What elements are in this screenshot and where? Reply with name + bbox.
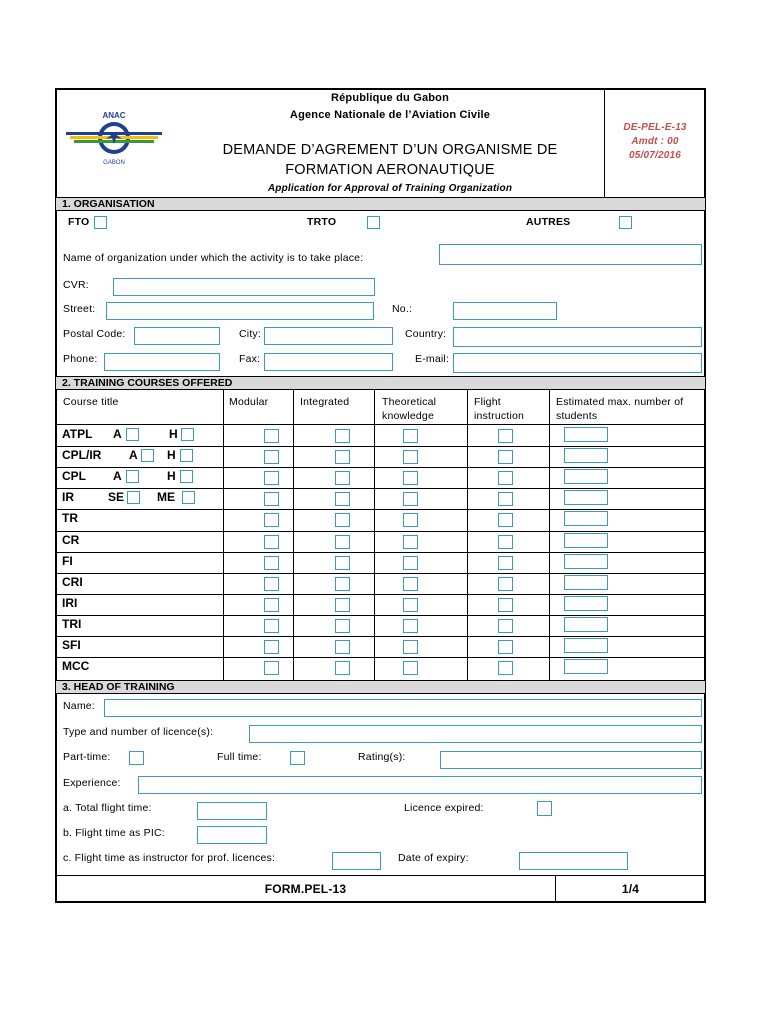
- course-title: IR: [62, 490, 74, 505]
- row-divider: [56, 467, 705, 468]
- course-title: CR: [62, 532, 80, 547]
- autres-label: AUTRES: [526, 216, 571, 228]
- integrated-checkbox[interactable]: [335, 492, 350, 506]
- amendment: Amdt : 00: [631, 136, 679, 147]
- row-divider: [56, 446, 705, 447]
- students-input[interactable]: [564, 659, 608, 674]
- page-title: DEMANDE D’AGREMENT D’UN ORGANISME DE: [222, 142, 558, 158]
- col-estimated-2: students: [556, 410, 598, 422]
- experience-label: Experience:: [63, 777, 121, 789]
- theoretical-checkbox[interactable]: [403, 471, 418, 485]
- cpl-h-checkbox[interactable]: [180, 470, 193, 483]
- students-input[interactable]: [564, 533, 608, 548]
- atpl-h-label: H: [169, 427, 178, 441]
- integrated-checkbox[interactable]: [335, 450, 350, 464]
- agency-label: Agence Nationale de l’Aviation Civile: [289, 109, 491, 121]
- atpl-a-label: A: [113, 427, 122, 441]
- page-title-line2: FORMATION AERONAUTIQUE: [285, 162, 495, 178]
- course-title: TR: [62, 511, 78, 526]
- atpl-a-checkbox[interactable]: [126, 428, 139, 441]
- licence-expired-label: Licence expired:: [404, 802, 484, 814]
- footer-divider: [56, 875, 705, 876]
- org-name-label: Name of organization under which the activity is to take place:: [63, 252, 364, 264]
- autres-checkbox[interactable]: [619, 216, 632, 229]
- integrated-checkbox[interactable]: [335, 661, 350, 675]
- rating-label: Rating(s):: [358, 751, 406, 763]
- students-input[interactable]: [564, 575, 608, 590]
- flight-instructor-input[interactable]: [332, 852, 381, 870]
- students-input[interactable]: [564, 448, 608, 463]
- theoretical-checkbox[interactable]: [403, 640, 418, 654]
- course-title: TRI: [62, 616, 82, 631]
- integrated-checkbox[interactable]: [335, 429, 350, 443]
- students-input[interactable]: [564, 427, 608, 442]
- cpl-a-label: A: [113, 469, 122, 483]
- street-label: Street:: [63, 303, 96, 315]
- name-label: Name:: [63, 700, 95, 712]
- row-divider: [56, 573, 705, 574]
- fax-input[interactable]: [264, 353, 393, 371]
- part-time-label: Part-time:: [63, 751, 111, 763]
- theoretical-checkbox[interactable]: [403, 429, 418, 443]
- fto-label: FTO: [68, 216, 90, 228]
- course-title: MCC: [62, 659, 90, 674]
- fax-label: Fax:: [239, 353, 261, 365]
- modular-checkbox[interactable]: [264, 619, 279, 633]
- modular-checkbox[interactable]: [264, 598, 279, 612]
- total-flight-label: a. Total flight time:: [63, 802, 152, 814]
- logo-text-top: ANAC: [102, 111, 126, 120]
- students-input[interactable]: [564, 490, 608, 505]
- theoretical-checkbox[interactable]: [403, 450, 418, 464]
- ir-se-checkbox[interactable]: [127, 491, 140, 504]
- section-organisation-title: 1. ORGANISATION: [56, 197, 705, 211]
- theoretical-checkbox[interactable]: [403, 598, 418, 612]
- cplir-a-checkbox[interactable]: [141, 449, 154, 462]
- col-flight: Flight: [474, 396, 501, 408]
- cplir-h-label: H: [167, 448, 176, 462]
- no-input[interactable]: [453, 302, 557, 320]
- country-input[interactable]: [453, 327, 702, 347]
- total-flight-input[interactable]: [197, 802, 267, 820]
- integrated-checkbox[interactable]: [335, 471, 350, 485]
- integrated-checkbox[interactable]: [335, 535, 350, 549]
- republic-label: République du Gabon: [330, 92, 450, 104]
- flight-checkbox[interactable]: [498, 492, 513, 506]
- col-estimated: Estimated max. number of: [556, 396, 684, 408]
- students-input[interactable]: [564, 469, 608, 484]
- cvr-input[interactable]: [113, 278, 375, 296]
- modular-checkbox[interactable]: [264, 556, 279, 570]
- flight-checkbox[interactable]: [498, 598, 513, 612]
- flight-checkbox[interactable]: [498, 640, 513, 654]
- phone-label: Phone:: [63, 353, 98, 365]
- licences-input[interactable]: [249, 725, 702, 743]
- rating-input[interactable]: [440, 751, 702, 769]
- course-title: SFI: [62, 638, 81, 652]
- modular-checkbox[interactable]: [264, 471, 279, 485]
- students-input[interactable]: [564, 511, 608, 526]
- modular-checkbox[interactable]: [264, 640, 279, 654]
- issue-date: 05/07/2016: [628, 150, 682, 161]
- ref-code: DE-PEL-E-13: [623, 122, 687, 133]
- theoretical-checkbox[interactable]: [403, 661, 418, 675]
- date-expiry-input[interactable]: [519, 852, 628, 870]
- students-input[interactable]: [564, 554, 608, 569]
- row-divider: [56, 636, 705, 637]
- flight-checkbox[interactable]: [498, 450, 513, 464]
- street-input[interactable]: [106, 302, 374, 320]
- full-time-label: Full time:: [217, 751, 262, 763]
- course-title: FI: [62, 553, 73, 568]
- experience-input[interactable]: [138, 776, 702, 794]
- anac-logo: [64, 106, 164, 168]
- course-title: ATPL: [62, 427, 93, 441]
- no-label: No.:: [392, 303, 413, 315]
- header-divider: [604, 89, 605, 197]
- col-course-title: Course title: [63, 396, 119, 408]
- page-number: 1/4: [621, 882, 640, 896]
- phone-input[interactable]: [104, 353, 220, 371]
- licences-label: Type and number of licence(s):: [63, 726, 214, 738]
- flight-checkbox[interactable]: [498, 556, 513, 570]
- row-divider: [56, 552, 705, 553]
- part-time-checkbox[interactable]: [129, 751, 144, 765]
- cplir-h-checkbox[interactable]: [180, 449, 193, 462]
- postal-input[interactable]: [134, 327, 220, 345]
- integrated-checkbox[interactable]: [335, 556, 350, 570]
- flight-pic-input[interactable]: [197, 826, 267, 844]
- name-input[interactable]: [104, 699, 702, 717]
- flight-checkbox[interactable]: [498, 619, 513, 633]
- atpl-h-checkbox[interactable]: [181, 428, 194, 441]
- cplir-a-label: A: [129, 448, 138, 462]
- integrated-checkbox[interactable]: [335, 619, 350, 633]
- cpl-a-checkbox[interactable]: [126, 470, 139, 483]
- course-title: CPL/IR: [62, 448, 102, 463]
- page-subtitle: Application for Approval of Training Organization: [267, 183, 513, 194]
- postal-label: Postal Code:: [63, 328, 126, 340]
- section-head-title: 3. HEAD OF TRAINING: [56, 680, 705, 694]
- cvr-label: CVR:: [63, 279, 89, 291]
- row-divider: [56, 509, 705, 510]
- email-label: E-mail:: [415, 353, 450, 365]
- students-input[interactable]: [564, 596, 608, 611]
- integrated-checkbox[interactable]: [335, 598, 350, 612]
- cpl-h-label: H: [167, 469, 176, 483]
- col-integrated: Integrated: [300, 396, 350, 408]
- students-input[interactable]: [564, 638, 608, 653]
- full-time-checkbox[interactable]: [290, 751, 305, 765]
- modular-checkbox[interactable]: [264, 535, 279, 549]
- students-input[interactable]: [564, 617, 608, 632]
- theoretical-checkbox[interactable]: [403, 619, 418, 633]
- col-flight-2: instruction: [474, 410, 525, 422]
- col-theoretical: Theoretical: [382, 396, 437, 408]
- row-divider: [56, 657, 705, 658]
- theoretical-checkbox[interactable]: [403, 556, 418, 570]
- flight-checkbox[interactable]: [498, 471, 513, 485]
- row-divider: [56, 488, 705, 489]
- email-input[interactable]: [453, 353, 702, 373]
- flight-checkbox[interactable]: [498, 513, 513, 527]
- theoretical-checkbox[interactable]: [403, 492, 418, 506]
- course-title: CPL: [62, 469, 86, 484]
- col-modular: Modular: [229, 396, 269, 408]
- row-divider: [56, 531, 705, 532]
- flight-checkbox[interactable]: [498, 429, 513, 443]
- ir-se-label: SE: [108, 490, 125, 504]
- modular-checkbox[interactable]: [264, 513, 279, 527]
- city-input[interactable]: [264, 327, 393, 345]
- country-label: Country:: [405, 328, 447, 340]
- fto-checkbox[interactable]: [94, 216, 107, 229]
- row-divider: [56, 615, 705, 616]
- modular-checkbox[interactable]: [264, 661, 279, 675]
- modular-checkbox[interactable]: [264, 492, 279, 506]
- integrated-checkbox[interactable]: [335, 513, 350, 527]
- course-title: CRI: [62, 574, 83, 589]
- section-courses-title: 2. TRAINING COURSES OFFERED: [56, 376, 705, 390]
- flight-pic-label: b. Flight time as PIC:: [63, 827, 165, 839]
- flight-instructor-label: c. Flight time as instructor for prof. licences:: [63, 852, 276, 864]
- form-id: FORM.PEL-13: [264, 882, 347, 896]
- ir-me-label: ME: [157, 490, 175, 504]
- modular-checkbox[interactable]: [264, 429, 279, 443]
- date-expiry-label: Date of expiry:: [398, 852, 469, 864]
- theoretical-checkbox[interactable]: [403, 513, 418, 527]
- flight-checkbox[interactable]: [498, 535, 513, 549]
- licence-expired-checkbox[interactable]: [537, 801, 552, 816]
- trto-checkbox[interactable]: [367, 216, 380, 229]
- city-label: City:: [239, 328, 261, 340]
- flight-checkbox[interactable]: [498, 577, 513, 591]
- theoretical-checkbox[interactable]: [403, 535, 418, 549]
- modular-checkbox[interactable]: [264, 450, 279, 464]
- integrated-checkbox[interactable]: [335, 640, 350, 654]
- ir-me-checkbox[interactable]: [182, 491, 195, 504]
- theoretical-checkbox[interactable]: [403, 577, 418, 591]
- grid-line: [56, 424, 705, 425]
- logo-text-bottom: GABON: [103, 160, 125, 166]
- row-divider: [56, 594, 705, 595]
- course-title: IRI: [62, 595, 78, 610]
- flight-checkbox[interactable]: [498, 661, 513, 675]
- trto-label: TRTO: [307, 216, 337, 228]
- col-theoretical-2: knowledge: [382, 410, 435, 422]
- modular-checkbox[interactable]: [264, 577, 279, 591]
- integrated-checkbox[interactable]: [335, 577, 350, 591]
- org-name-input[interactable]: [439, 244, 702, 265]
